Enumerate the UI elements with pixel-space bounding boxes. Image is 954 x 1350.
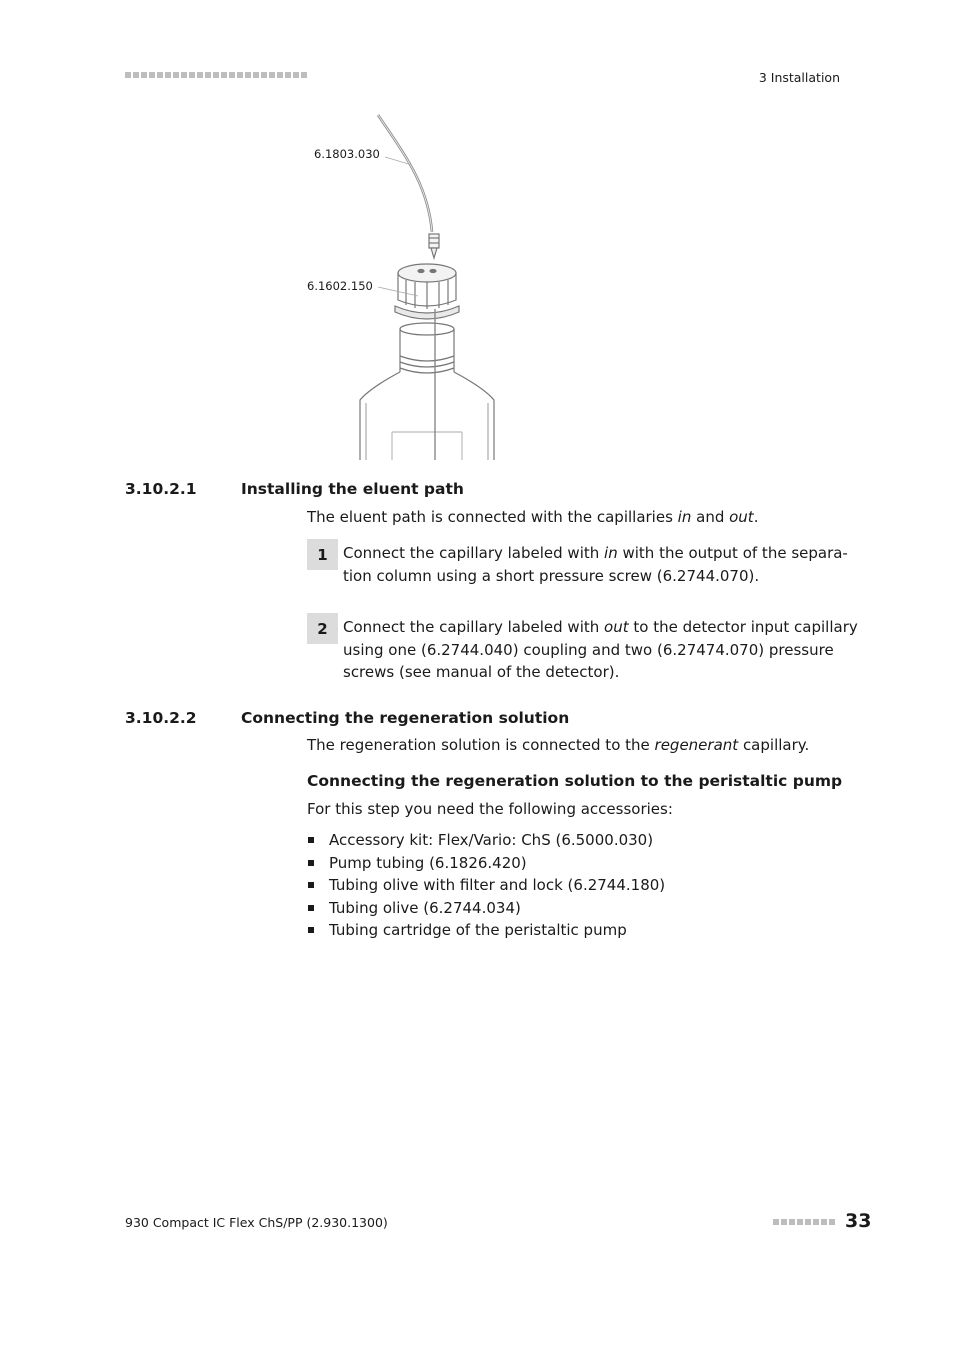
intro-text-mid: and — [691, 508, 730, 526]
step-text: to the detector input capillary — [628, 618, 858, 636]
step-number-badge: 2 — [307, 613, 338, 644]
step-text-line: screws (see manual of the detector). — [343, 663, 620, 681]
step-text-line: using one (6.2744.040) coupling and two (6.27474.070) pressure — [343, 640, 834, 659]
step-number-badge: 1 — [307, 539, 338, 570]
step-2-text — [343, 616, 858, 684]
list-item: Tubing cartridge of the peristaltic pump — [307, 919, 665, 942]
eluent-path-intro — [307, 506, 758, 529]
list-item: Tubing olive (6.2744.034) — [307, 897, 665, 920]
regeneration-intro — [307, 734, 809, 757]
step-text: Connect the capillary labeled with — [343, 618, 605, 636]
header-decoration — [125, 72, 307, 80]
intro-text: The regeneration solution is connected to the — [307, 736, 655, 754]
accessories-intro: For this step you need the following accessories: — [307, 800, 673, 818]
step-1-text — [343, 542, 848, 587]
page-number: 33 — [845, 1210, 872, 1232]
footer-product-name: 930 Compact IC Flex ChS/PP (2.930.1300) — [125, 1215, 388, 1230]
step-text-line: tion column using a short pressure screw (6.2744.070). — [343, 566, 760, 585]
footer-decoration — [773, 1219, 839, 1227]
accessories-list — [307, 829, 665, 942]
step-emphasis: in — [604, 544, 618, 562]
figure-label-cap: 6.1602.150 — [307, 279, 373, 293]
intro-emphasis-in: in — [677, 508, 692, 526]
section-heading-regeneration — [125, 709, 725, 729]
list-item: Accessory kit: Flex/Vario: ChS (6.5000.030) — [307, 829, 665, 852]
figure-label-capillary: 6.1803.030 — [314, 147, 380, 161]
section-title: Installing the eluent path — [241, 480, 464, 498]
list-item: Tubing olive with filter and lock (6.2744.180) — [307, 874, 665, 897]
intro-text: The eluent path is connected with the capillaries — [307, 508, 678, 526]
section-heading-eluent-path — [125, 480, 725, 500]
intro-text-end: . — [753, 508, 759, 526]
section-title: Connecting the regeneration solution — [241, 709, 570, 727]
intro-emphasis-regenerant: regenerant — [654, 736, 739, 754]
intro-text-end: capillary. — [738, 736, 810, 754]
step-emphasis: out — [604, 618, 629, 636]
step-text: Connect the capillary labeled with — [343, 544, 605, 562]
section-number: 3.10.2.1 — [125, 480, 197, 498]
subheading-peristaltic-pump: Connecting the regeneration solution to the peristaltic pump — [307, 772, 843, 790]
intro-emphasis-out: out — [729, 508, 754, 526]
bottle-attachment-figure — [300, 110, 520, 462]
section-number: 3.10.2.2 — [125, 709, 197, 727]
list-item: Pump tubing (6.1826.420) — [307, 852, 665, 875]
header-section-title: 3 Installation — [758, 70, 840, 85]
step-text: with the output of the separa- — [617, 544, 848, 562]
